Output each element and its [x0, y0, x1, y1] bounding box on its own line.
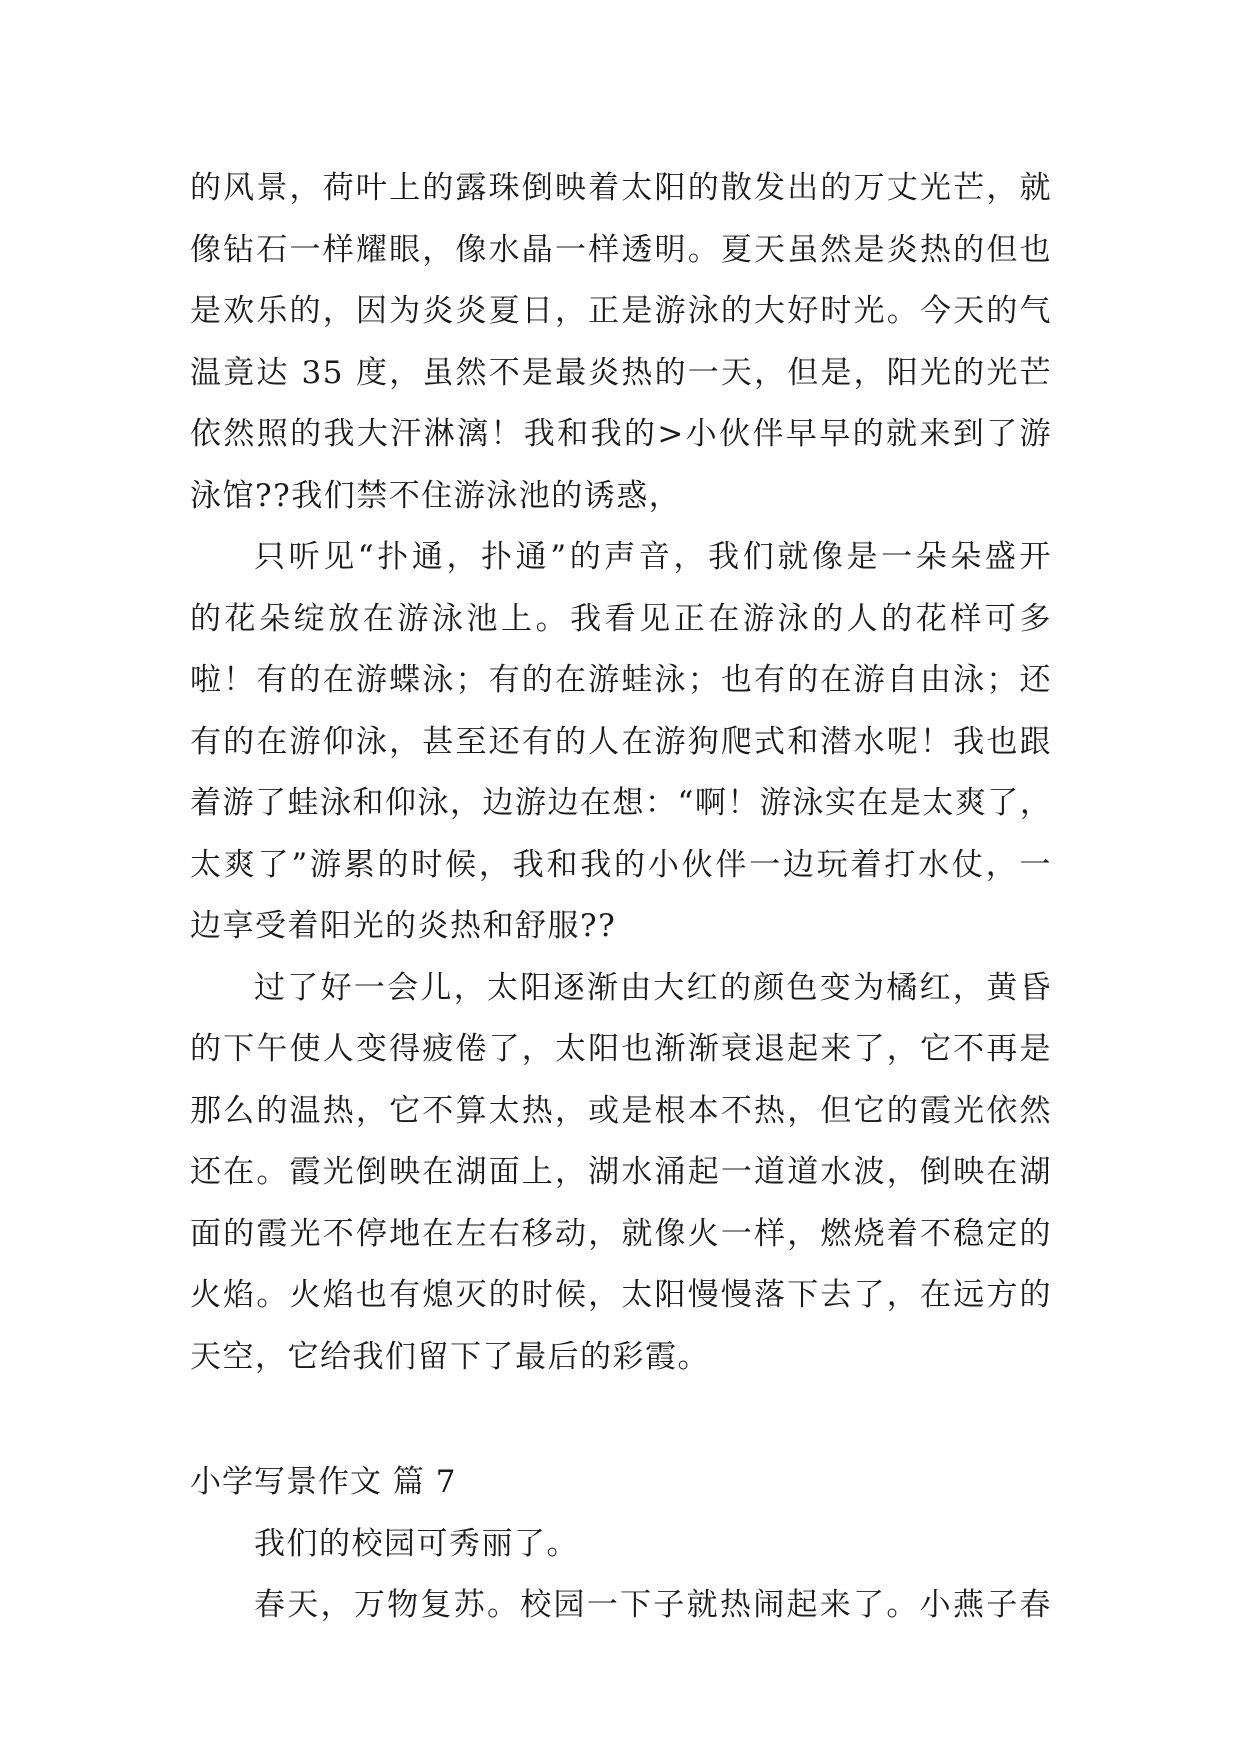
text-line: 只听见“扑通，扑通”的声音，我们就像是一朵朵盛开 [254, 539, 1052, 575]
text-line: 像钻石一样耀眼，像水晶一样透明。夏天虽然是炎热的但也 [190, 231, 1052, 268]
text-line: 我们的校园可秀丽了。 [254, 1525, 579, 1562]
text-line: 是欢乐的，因为炎炎夏日，正是游泳的大好时光。今天的气 [190, 293, 1052, 329]
text-line: 过了好一会儿，太阳逐渐由大红的颜色变为橘红，黄昏 [254, 969, 1052, 1006]
text-line: 春天，万物复苏。校园一下子就热闹起来了。小燕子春 [254, 1587, 1052, 1623]
text-line: 依然照的我大汗淋漓！我和我的>小伙伴早早的就来到了游 [190, 416, 1052, 452]
text-line: 火焰。火焰也有熄灭的时候，太阳慢慢落下去了，在远方的 [190, 1277, 1052, 1313]
paragraph-5 [190, 1575, 1052, 1637]
text-line: 着游了蛙泳和仰泳，边游边在想：“啊！游泳实在是太爽了， [190, 785, 1053, 821]
text-line: 边享受着阳光的炎热和舒服?? [190, 908, 617, 944]
text-line: 有的在游仰泳，甚至还有的人在游狗爬式和潜水呢！我也跟 [190, 723, 1052, 760]
text-line: 太爽了”游累的时候，我和我的小伙伴一边玩着打水仗，一 [190, 846, 1052, 883]
text-line: 泳馆??我们禁不住游泳池的诱惑， [190, 477, 682, 514]
paragraph-2 [190, 527, 1052, 958]
text-line: 的风景，荷叶上的露珠倒映着太阳的散发出的万丈光芒，就 [190, 170, 1052, 206]
paragraph-3 [190, 958, 1052, 1389]
document-page [190, 158, 1052, 1637]
text-line: 的花朵绽放在游泳池上。我看见正在游泳的人的花样可多 [190, 600, 1052, 637]
text-line: 啦！有的在游蝶泳；有的在游蛙泳；也有的在游自由泳；还 [190, 662, 1052, 698]
paragraph-4 [190, 1514, 1052, 1576]
text-line: 还在。霞光倒映在湖面上，湖水涌起一道道水波，倒映在湖 [190, 1154, 1052, 1190]
text-line: 天空，它给我们留下了最后的彩霞。 [190, 1338, 710, 1375]
text-line: 温竟达 35 度，虽然不是最炎热的一天，但是，阳光的光芒 [190, 354, 1052, 391]
paragraph-1 [190, 158, 1052, 527]
section-heading: 小学写景作文 篇 7 [190, 1464, 457, 1500]
text-line: 面的霞光不停地在左右移动，就像火一样，燃烧着不稳定的 [190, 1215, 1052, 1252]
text-line: 那么的温热，它不算太热，或是根本不热，但它的霞光依然 [190, 1092, 1052, 1129]
text-line: 的下午使人变得疲倦了，太阳也渐渐衰退起来了，它不再是 [190, 1031, 1052, 1067]
